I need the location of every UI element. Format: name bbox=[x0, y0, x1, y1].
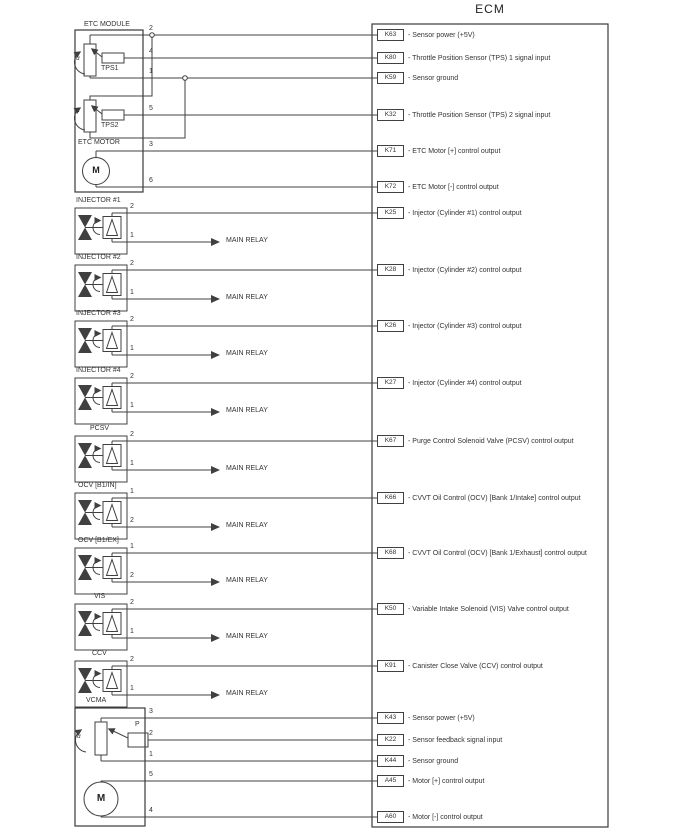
etc-pin-4: 4 bbox=[149, 48, 153, 55]
ecm-pin-k26 bbox=[377, 320, 522, 332]
pin-desc: - CVVT Oil Control (OCV) [Bank 1/Intake] control output bbox=[408, 494, 581, 502]
injector2-pin-bottom: 1 bbox=[130, 289, 134, 296]
ecm-pin-k68 bbox=[377, 547, 587, 559]
etc-motor-m-symbol: M bbox=[92, 165, 100, 175]
ocv-bank1-exhaust-label: OCV [B1/EX] bbox=[78, 537, 119, 544]
ocv-bank1-exhaust-symbol bbox=[75, 548, 377, 594]
main-relay-label: MAIN RELAY bbox=[226, 465, 268, 472]
pin-desc: - Injector (Cylinder #3) control output bbox=[408, 322, 522, 330]
vcma-pin-1: 1 bbox=[149, 751, 153, 758]
pin-desc: - Canister Close Valve (CCV) control output bbox=[408, 662, 543, 670]
vcma-pin-2: 2 bbox=[149, 730, 153, 737]
vis-pin-top: 2 bbox=[130, 599, 134, 606]
injector3-pin-top: 2 bbox=[130, 316, 134, 323]
vis-symbol bbox=[75, 604, 377, 650]
injector1-pin-bottom: 1 bbox=[130, 232, 134, 239]
pin-code: A45 bbox=[377, 775, 404, 787]
injector2-symbol bbox=[75, 265, 377, 311]
pin-code: K67 bbox=[377, 435, 404, 447]
injector2-pin-top: 2 bbox=[130, 260, 134, 267]
ccv-pin-top: 2 bbox=[130, 656, 134, 663]
ecm-title: ECM bbox=[475, 2, 505, 16]
ocv-bank1-intake-label: OCV [B1/IN] bbox=[78, 482, 117, 489]
injector4-symbol bbox=[75, 378, 377, 424]
pcsv-symbol bbox=[75, 436, 377, 482]
ocv-ex-pin-top: 1 bbox=[130, 543, 134, 550]
pin-code: K66 bbox=[377, 492, 404, 504]
ccv-symbol bbox=[75, 661, 377, 707]
injector3-symbol bbox=[75, 321, 377, 367]
etc-pin-2: 2 bbox=[149, 25, 153, 32]
pin-desc: - Sensor ground bbox=[408, 74, 459, 82]
pcsv-pin-top: 2 bbox=[130, 431, 134, 438]
etc-module-symbol bbox=[74, 30, 377, 192]
pin-code: K71 bbox=[377, 145, 404, 157]
pin-desc: - Sensor power (+5V) bbox=[408, 31, 475, 39]
ecm-pin-k72 bbox=[377, 181, 499, 193]
pin-code: K91 bbox=[377, 660, 404, 672]
vcma-symbol bbox=[75, 708, 377, 826]
ecm-pin-k22 bbox=[377, 734, 502, 746]
ecm-pin-k43 bbox=[377, 712, 475, 724]
injector1-label: INJECTOR #1 bbox=[76, 197, 121, 204]
pin-code: K80 bbox=[377, 52, 404, 64]
ecm-pin-k59 bbox=[377, 72, 458, 84]
ecm-pin-k91 bbox=[377, 660, 543, 672]
pin-desc: - Sensor power (+5V) bbox=[408, 714, 475, 722]
pin-code: K25 bbox=[377, 207, 404, 219]
tps1-label: TPS1 bbox=[101, 65, 119, 72]
ecm-pin-k63 bbox=[377, 29, 475, 41]
pin-code: K63 bbox=[377, 29, 404, 41]
ecm-pin-a60 bbox=[377, 811, 483, 823]
ecm-pin-k71 bbox=[377, 145, 500, 157]
pin-desc: - Throttle Position Sensor (TPS) 2 signal input bbox=[408, 111, 551, 119]
main-relay-label: MAIN RELAY bbox=[226, 350, 268, 357]
ecm-pin-k25 bbox=[377, 207, 522, 219]
pin-code: A60 bbox=[377, 811, 404, 823]
vcma-pin-5: 5 bbox=[149, 771, 153, 778]
injector2-label: INJECTOR #2 bbox=[76, 254, 121, 261]
vis-label: VIS bbox=[94, 593, 106, 600]
etc-motor-label: ETC MOTOR bbox=[78, 139, 120, 146]
pin-desc: - Variable Intake Solenoid (VIS) Valve control output bbox=[408, 605, 569, 613]
ecm-pin-k80 bbox=[377, 52, 550, 64]
etc-pin-3: 3 bbox=[149, 141, 153, 148]
pin-desc: - Motor [-] control output bbox=[408, 813, 483, 821]
ecm-pin-k44 bbox=[377, 755, 458, 767]
injector1-pin-top: 2 bbox=[130, 203, 134, 210]
vcma-pin-3: 3 bbox=[149, 708, 153, 715]
pin-desc: - ETC Motor [-] control output bbox=[408, 183, 499, 191]
main-relay-label: MAIN RELAY bbox=[226, 522, 268, 529]
main-relay-label: MAIN RELAY bbox=[226, 407, 268, 414]
pin-desc: - CVVT Oil Control (OCV) [Bank 1/Exhaust] control output bbox=[408, 549, 587, 557]
pin-code: K44 bbox=[377, 755, 404, 767]
pin-desc: - Purge Control Solenoid Valve (PCSV) control output bbox=[408, 437, 574, 445]
pin-code: K32 bbox=[377, 109, 404, 121]
tps1-angle-symbol: α bbox=[76, 55, 80, 62]
etc-pin-1: 1 bbox=[149, 68, 153, 75]
vcma-label: VCMA bbox=[86, 697, 107, 704]
pin-desc: - Motor [+] control output bbox=[408, 777, 485, 785]
pin-code: K26 bbox=[377, 320, 404, 332]
injector4-pin-bottom: 1 bbox=[130, 402, 134, 409]
pin-code: K68 bbox=[377, 547, 404, 559]
pin-desc: - Injector (Cylinder #2) control output bbox=[408, 266, 522, 274]
ocv-ex-pin-bottom: 2 bbox=[130, 572, 134, 579]
vcma-motor-m-symbol: M bbox=[96, 793, 106, 804]
ocv-in-pin-top: 1 bbox=[130, 488, 134, 495]
pin-code: K43 bbox=[377, 712, 404, 724]
pin-code: K72 bbox=[377, 181, 404, 193]
pin-desc: - Sensor ground bbox=[408, 757, 459, 765]
pin-code: K28 bbox=[377, 264, 404, 276]
ocv-bank1-intake-symbol bbox=[75, 493, 377, 539]
pin-desc: - Injector (Cylinder #1) control output bbox=[408, 209, 522, 217]
ccv-pin-bottom: 1 bbox=[130, 685, 134, 692]
ecm-pin-k32 bbox=[377, 109, 550, 121]
ecm-pin-k50 bbox=[377, 603, 569, 615]
tps2-angle-symbol: α bbox=[76, 107, 80, 114]
main-relay-label: MAIN RELAY bbox=[226, 294, 268, 301]
pin-code: K22 bbox=[377, 734, 404, 746]
pcsv-label: PCSV bbox=[90, 425, 110, 432]
vis-pin-bottom: 1 bbox=[130, 628, 134, 635]
etc-pin-6: 6 bbox=[149, 177, 153, 184]
main-relay-label: MAIN RELAY bbox=[226, 633, 268, 640]
ccv-label: CCV bbox=[92, 650, 107, 657]
injector3-label: INJECTOR #3 bbox=[76, 310, 121, 317]
vcma-position-sensor-label: P bbox=[135, 721, 140, 728]
pin-desc: - Injector (Cylinder #4) control output bbox=[408, 379, 522, 387]
injector4-pin-top: 2 bbox=[130, 373, 134, 380]
etc-pin-5: 5 bbox=[149, 105, 153, 112]
pin-desc: - Throttle Position Sensor (TPS) 1 signal input bbox=[408, 54, 551, 62]
etc-module-label: ETC MODULE bbox=[84, 21, 130, 28]
vcma-pin-4: 4 bbox=[149, 807, 153, 814]
pin-code: K50 bbox=[377, 603, 404, 615]
pin-desc: - ETC Motor [+] control output bbox=[408, 147, 501, 155]
tps2-label: TPS2 bbox=[101, 122, 119, 129]
main-relay-label: MAIN RELAY bbox=[226, 577, 268, 584]
vcma-angle-symbol: α bbox=[77, 733, 81, 740]
ecm-pin-k66 bbox=[377, 492, 581, 504]
main-relay-label: MAIN RELAY bbox=[226, 690, 268, 697]
pcsv-pin-bottom: 1 bbox=[130, 460, 134, 467]
pin-code: K59 bbox=[377, 72, 404, 84]
ecm-pin-k27 bbox=[377, 377, 522, 389]
pin-desc: - Sensor feedback signal input bbox=[408, 736, 503, 744]
injector4-label: INJECTOR #4 bbox=[76, 367, 121, 374]
pin-code: K27 bbox=[377, 377, 404, 389]
injector3-pin-bottom: 1 bbox=[130, 345, 134, 352]
injector1-symbol bbox=[75, 208, 377, 254]
ecm-pin-k28 bbox=[377, 264, 522, 276]
ecm-pin-a45 bbox=[377, 775, 484, 787]
ecm-pin-k67 bbox=[377, 435, 574, 447]
ocv-in-pin-bottom: 2 bbox=[130, 517, 134, 524]
main-relay-label: MAIN RELAY bbox=[226, 237, 268, 244]
